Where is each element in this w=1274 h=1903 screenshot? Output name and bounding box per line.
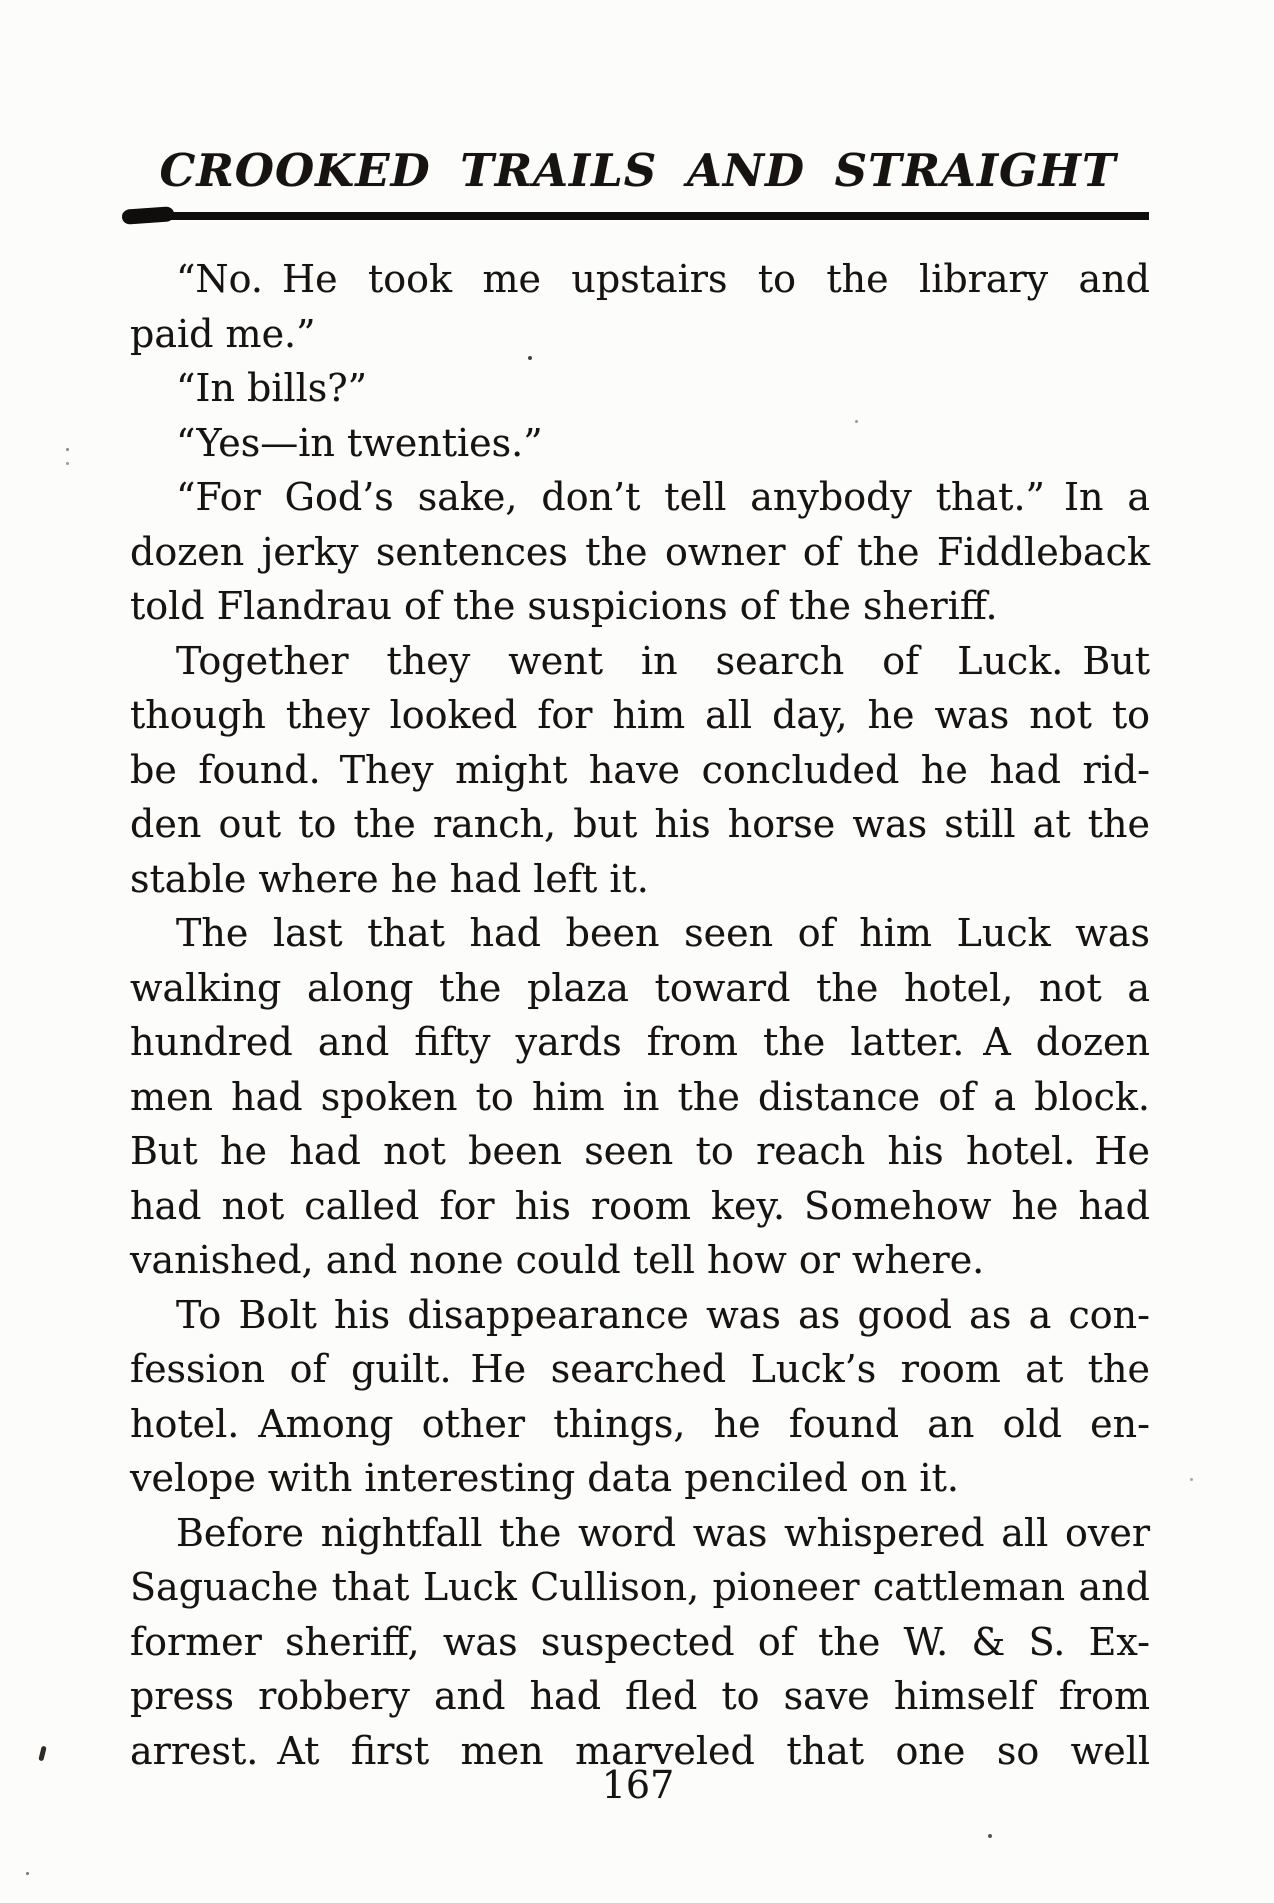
text-line: stable where he had left it. xyxy=(130,856,649,901)
paragraph xyxy=(130,361,1150,416)
scan-speck xyxy=(66,448,69,451)
text-line: men had spoken to him in the distance of a block. xyxy=(130,1074,1150,1119)
text-line: vanished, and none could tell how or where. xyxy=(130,1238,985,1282)
scan-speck xyxy=(528,356,532,360)
text-line: walking along the plaza toward the hotel, not a xyxy=(130,965,1150,1010)
text-line: To Bolt his disappearance was as good as a con- xyxy=(176,1292,1150,1337)
text-line: Before nightfall the word was whispered all over xyxy=(176,1510,1150,1555)
scan-speck xyxy=(66,462,69,465)
text-line: press robbery and had fled to save himself from xyxy=(130,1674,1150,1718)
scan-speck xyxy=(855,420,858,423)
text-block xyxy=(130,252,1150,1778)
text-line: former sheriff, was suspected of the W. & S. Ex- xyxy=(130,1619,1150,1664)
text-line: “Yes—in twenties.” xyxy=(176,420,543,465)
paragraph xyxy=(130,416,1150,471)
text-line: Saguache that Luck Cullison, pioneer cattleman and xyxy=(130,1565,1150,1609)
text-line: Together they went in search of Luck. But xyxy=(176,638,1150,683)
text-line: “For God’s sake, don’t tell anybody that.” In a xyxy=(176,475,1150,519)
text-line: had not called for his room key. Somehow he had xyxy=(130,1183,1150,1228)
scan-speck xyxy=(988,1834,992,1838)
paragraph xyxy=(130,252,1150,361)
paragraph xyxy=(130,470,1150,634)
text-line: den out to the ranch, but his horse was still at the xyxy=(130,802,1150,846)
text-line: be found. They might have concluded he had rid- xyxy=(130,747,1150,792)
text-line: told Flandrau of the suspicions of the sheriff. xyxy=(130,584,998,628)
text-line: arrest. At first men marveled that one so well xyxy=(130,1728,1150,1773)
text-line: hundred and fifty yards from the latter. A dozen xyxy=(130,1020,1150,1064)
text-line: velope with interesting data penciled on it. xyxy=(130,1456,959,1500)
text-line: fession of guilt. He searched Luck’s room at the xyxy=(130,1347,1150,1391)
running-header: CROOKED TRAILS AND STRAIGHT xyxy=(159,144,1117,197)
page-number: 167 xyxy=(601,1763,675,1807)
scan-speck xyxy=(38,1746,46,1762)
text-line: dozen jerky sentences the owner of the Fiddleback xyxy=(130,529,1150,574)
text-line: But he had not been seen to reach his hotel. He xyxy=(130,1129,1150,1173)
text-line: “No. He took me upstairs to the library and xyxy=(176,257,1150,301)
paragraph xyxy=(130,906,1150,1288)
paragraph xyxy=(130,634,1150,907)
paragraph xyxy=(130,1506,1150,1779)
text-line: paid me.” xyxy=(130,311,316,356)
text-line: The last that had been seen of him Luck was xyxy=(176,911,1150,955)
text-line: though they looked for him all day, he was not to xyxy=(130,693,1150,737)
header-rule xyxy=(127,212,1149,220)
text-line: hotel. Among other things, he found an old en- xyxy=(130,1401,1150,1446)
paragraph xyxy=(130,1288,1150,1506)
text-line: “In bills?” xyxy=(176,366,368,410)
scan-speck xyxy=(26,1872,29,1875)
scan-speck xyxy=(1190,1478,1193,1481)
